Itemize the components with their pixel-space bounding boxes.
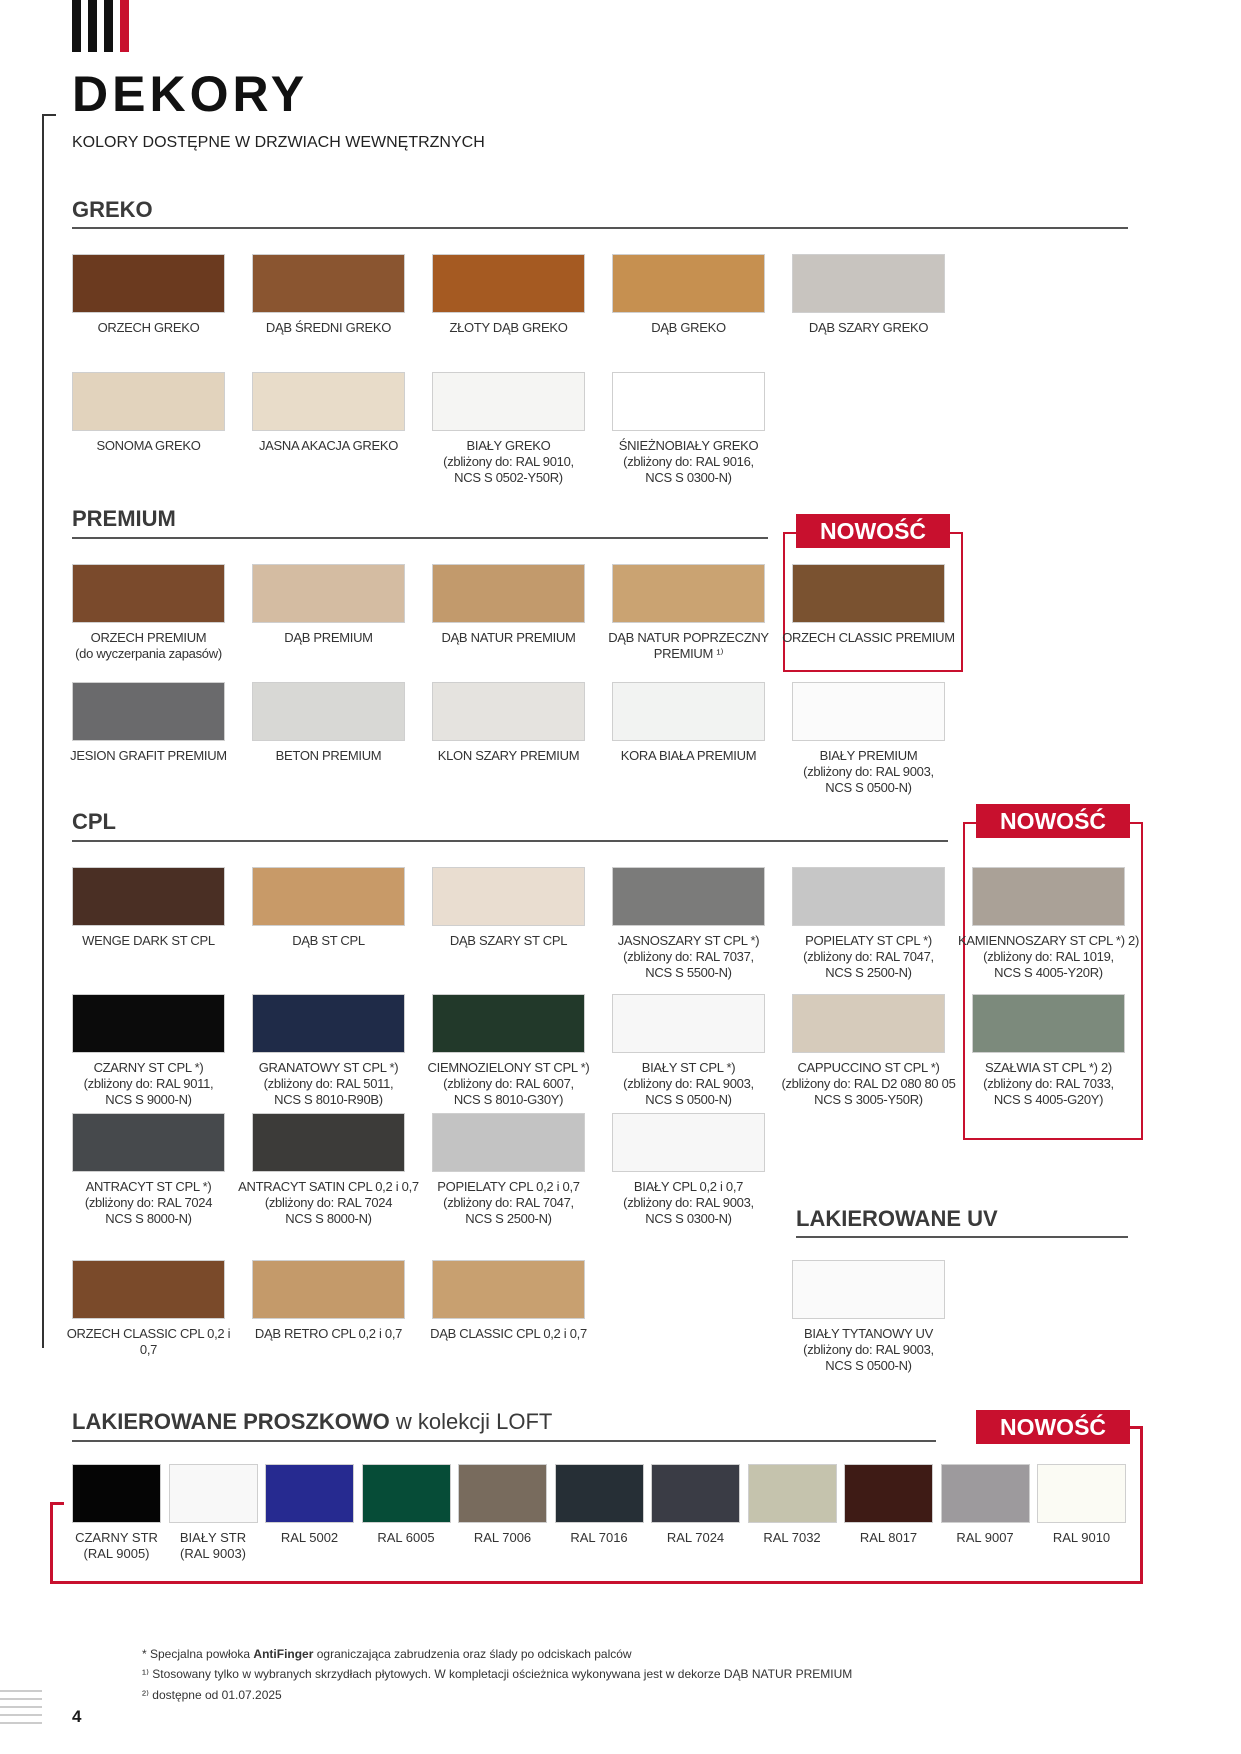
cpl-label: WENGE DARK ST CPL — [82, 933, 215, 948]
premium-swatch — [252, 682, 405, 741]
cpl-swatch — [432, 1260, 585, 1319]
greko-swatch — [612, 372, 765, 431]
greko-label: BIAŁY GREKO (zbliżony do: RAL 9010, NCS S 0502-Y50R) — [443, 438, 574, 485]
cpl-swatch — [432, 867, 585, 926]
cpl-swatch — [252, 867, 405, 926]
footnote-2: ²⁾ dostępne od 01.07.2025 — [142, 1688, 282, 1702]
cpl-swatch — [792, 994, 945, 1053]
greko-swatch — [72, 372, 225, 431]
powder-label: RAL 7032 — [763, 1530, 821, 1545]
powder-label: RAL 7016 — [570, 1530, 628, 1545]
powder-swatch — [555, 1464, 644, 1523]
premium-swatch — [432, 682, 585, 741]
cpl-label: KAMIENNOSZARY ST CPL *) 2) (zbliżony do: RAL 1019, NCS S 4005-Y20R) — [958, 933, 1139, 980]
powder-label: RAL 9010 — [1052, 1530, 1111, 1545]
powder-swatch — [458, 1464, 547, 1523]
cpl-label: JASNOSZARY ST CPL *) (zbliżony do: RAL 7037, NCS S 5500-N) — [617, 933, 760, 980]
premium-swatch — [792, 564, 945, 623]
cpl-swatch — [72, 1113, 225, 1172]
premium-swatch — [432, 564, 585, 623]
cpl-swatch — [252, 1113, 405, 1172]
cpl-label: CZARNY ST CPL *) (zbliżony do: RAL 9011, NCS S 9000-N) — [83, 1060, 214, 1107]
powder-label: RAL 5002 — [280, 1530, 339, 1545]
premium-label: ORZECH PREMIUM (do wyczerpania zapasów) — [75, 630, 222, 661]
greko-label: DĄB ŚREDNI GREKO — [265, 320, 392, 335]
cpl-label: DĄB ST CPL — [292, 933, 365, 948]
cpl-label: GRANATOWY ST CPL *) (zbliżony do: RAL 5011, NCS S 8010-R90B) — [258, 1060, 399, 1107]
cpl-label: ANTRACYT SATIN CPL 0,2 i 0,7 (zbliżony do: RAL 7024 NCS S 8000-N) — [238, 1179, 419, 1226]
powder-swatch — [362, 1464, 451, 1523]
powder-label: RAL 7024 — [666, 1530, 725, 1545]
cpl-swatch — [252, 994, 405, 1053]
cpl-label: DĄB RETRO CPL 0,2 i 0,7 — [254, 1326, 403, 1341]
cpl-swatch — [432, 994, 585, 1053]
greko-label: DĄB GREKO — [651, 320, 726, 335]
premium-label: BETON PREMIUM — [275, 748, 382, 763]
greko-swatch — [252, 372, 405, 431]
premium-label: DĄB NATUR POPRZECZNY PREMIUM ¹⁾ — [608, 630, 769, 661]
cpl-swatch — [612, 867, 765, 926]
powder-title-rest: w kolekcji LOFT — [389, 1409, 553, 1434]
premium-label: JESION GRAFIT PREMIUM — [70, 748, 227, 763]
page-subtitle: KOLORY DOSTĘPNE W DRZWIACH WEWNĘTRZNYCH — [72, 134, 485, 151]
powder-label: RAL 6005 — [377, 1530, 435, 1545]
premium-label: DĄB PREMIUM — [284, 630, 373, 645]
section-title-greko: GREKO — [72, 197, 153, 222]
premium-swatch — [72, 564, 225, 623]
cpl-label: CIEMNOZIELONY ST CPL *) (zbliżony do: RAL 6007, NCS S 8010-G30Y) — [427, 1060, 590, 1107]
nowosc-badge-powder: NOWOŚĆ — [976, 1410, 1130, 1444]
cpl-swatch — [792, 867, 945, 926]
cpl-swatch — [612, 994, 765, 1053]
greko-label: DĄB SZARY GREKO — [808, 320, 929, 335]
premium-swatch — [612, 682, 765, 741]
cpl-label: POPIELATY ST CPL *) (zbliżony do: RAL 7047, NCS S 2500-N) — [803, 933, 934, 980]
powder-swatch — [651, 1464, 740, 1523]
cpl-swatch — [72, 1260, 225, 1319]
powder-label: RAL 7006 — [473, 1530, 532, 1545]
cpl-label: ANTRACYT ST CPL *) (zbliżony do: RAL 7024 NCS S 8000-N) — [84, 1179, 213, 1226]
powder-swatch — [748, 1464, 837, 1523]
cpl-label: DĄB SZARY ST CPL — [449, 933, 568, 948]
greko-swatch — [252, 254, 405, 313]
cpl-label: POPIELATY CPL 0,2 i 0,7 (zbliżony do: RAL 7047, NCS S 2500-N) — [437, 1179, 580, 1226]
cpl-swatch — [612, 1113, 765, 1172]
powder-swatch — [1037, 1464, 1126, 1523]
greko-swatch — [792, 254, 945, 313]
powder-swatch — [72, 1464, 161, 1523]
cpl-swatch — [72, 867, 225, 926]
footnote-star: * Specjalna powłoka AntiFinger ograniczająca zabrudzenia oraz ślady po odciskach palców — [142, 1647, 632, 1661]
section-title-uv: LAKIEROWANE UV — [796, 1206, 998, 1231]
premium-label: KORA BIAŁA PREMIUM — [620, 748, 757, 763]
greko-label: SONOMA GREKO — [96, 438, 201, 453]
cpl-label: ORZECH CLASSIC CPL 0,2 i 0,7 — [66, 1326, 231, 1357]
cpl-label: CAPPUCCINO ST CPL *) (zbliżony do: RAL D2 080 80 05 NCS S 3005-Y50R) — [781, 1060, 956, 1107]
cpl-swatch — [432, 1113, 585, 1172]
greko-label: JASNA AKACJA GREKO — [258, 438, 399, 453]
powder-swatch — [169, 1464, 258, 1523]
powder-label: BIAŁY STR (RAL 9003) — [179, 1530, 247, 1561]
powder-swatch — [941, 1464, 1030, 1523]
cpl-label: BIAŁY ST CPL *) (zbliżony do: RAL 9003, NCS S 0500-N) — [623, 1060, 754, 1107]
greko-swatch — [432, 372, 585, 431]
powder-label: RAL 8017 — [859, 1530, 918, 1545]
premium-label: ORZECH CLASSIC PREMIUM — [782, 630, 955, 645]
premium-swatch — [612, 564, 765, 623]
greko-label: ZŁOTY DĄB GREKO — [449, 320, 568, 335]
nowosc-badge-premium: NOWOŚĆ — [796, 514, 950, 548]
greko-swatch — [432, 254, 585, 313]
powder-bracket — [50, 1502, 53, 1584]
section-title-premium: PREMIUM — [72, 506, 176, 531]
uv-label: BIAŁY TYTANOWY UV (zbliżony do: RAL 9003, NCS S 0500-N) — [803, 1326, 934, 1373]
page-title: DEKORY — [72, 66, 309, 122]
cpl-label: SZAŁWIA ST CPL *) 2) (zbliżony do: RAL 7033, NCS S 4005-G20Y) — [983, 1060, 1114, 1107]
premium-swatch — [792, 682, 945, 741]
premium-label: DĄB NATUR PREMIUM — [441, 630, 576, 645]
page-number: 4 — [72, 1707, 82, 1726]
powder-label: CZARNY STR (RAL 9005) — [75, 1530, 158, 1561]
nowosc-badge-cpl: NOWOŚĆ — [976, 804, 1130, 838]
cpl-swatch — [252, 1260, 405, 1319]
footnote-1: ¹⁾ Stosowany tylko w wybranych skrzydłach płytowych. W kompletacji ościeżnica wykonywana jest w dekorze DĄB NATUR PREMIUM — [142, 1667, 853, 1681]
section-title-cpl: CPL — [72, 809, 116, 834]
powder-swatch — [265, 1464, 354, 1523]
left-bracket — [42, 114, 44, 1348]
powder-label: RAL 9007 — [956, 1530, 1014, 1545]
cpl-label: BIAŁY CPL 0,2 i 0,7 (zbliżony do: RAL 9003, NCS S 0300-N) — [623, 1179, 754, 1226]
cpl-swatch — [972, 994, 1125, 1053]
cpl-label: DĄB CLASSIC CPL 0,2 i 0,7 — [430, 1326, 587, 1341]
section-title-powder — [72, 1409, 552, 1435]
premium-label: BIAŁY PREMIUM (zbliżony do: RAL 9003, NCS S 0500-N) — [803, 748, 934, 795]
cpl-swatch — [72, 994, 225, 1053]
greko-swatch — [72, 254, 225, 313]
uv-swatch — [792, 1260, 945, 1319]
greko-label: ORZECH GREKO — [97, 320, 200, 335]
greko-swatch — [612, 254, 765, 313]
premium-swatch — [252, 564, 405, 623]
powder-title-bold: LAKIEROWANE PROSZKOWO — [72, 1409, 390, 1434]
powder-swatch — [844, 1464, 933, 1523]
cpl-swatch — [972, 867, 1125, 926]
greko-label: ŚNIEŻNOBIAŁY GREKO (zbliżony do: RAL 9016, NCS S 0300-N) — [618, 438, 759, 485]
premium-label: KLON SZARY PREMIUM — [437, 748, 580, 763]
premium-swatch — [72, 682, 225, 741]
